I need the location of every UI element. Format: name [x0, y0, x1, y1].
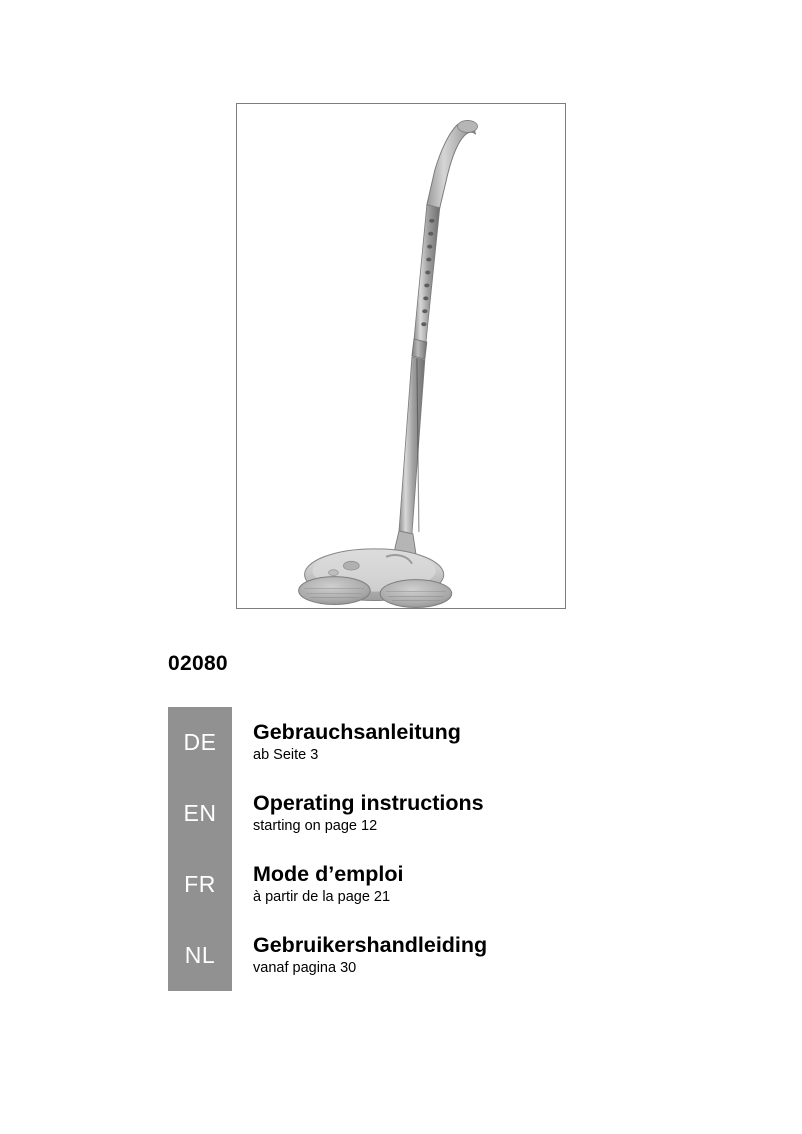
language-row-nl [168, 920, 608, 991]
language-code-de: DE [168, 707, 232, 778]
language-code-nl: NL [168, 920, 232, 991]
language-subtitle-fr: à partir de la page 21 [253, 889, 391, 906]
language-row-en [168, 778, 608, 849]
language-text-nl [232, 920, 487, 991]
language-code-en: EN [168, 778, 232, 849]
language-title-fr: Mode d’emploi [253, 862, 404, 887]
language-table [168, 707, 608, 991]
model-number: 02080 [168, 652, 228, 675]
language-text-fr [232, 849, 404, 920]
language-subtitle-en: starting on page 12 [253, 818, 378, 835]
cordless-electric-mop-illustration [237, 104, 565, 608]
language-title-en: Operating instructions [253, 791, 484, 816]
language-code-fr: FR [168, 849, 232, 920]
language-text-en [232, 778, 484, 849]
language-row-de [168, 707, 608, 778]
product-image-frame [236, 103, 566, 609]
language-title-de: Gebrauchsanleitung [253, 720, 461, 745]
language-title-nl: Gebruikershandleiding [253, 933, 488, 958]
language-row-fr [168, 849, 608, 920]
language-text-de [232, 707, 461, 778]
language-subtitle-de: ab Seite 3 [253, 747, 319, 764]
language-subtitle-nl: vanaf pagina 30 [253, 960, 357, 977]
